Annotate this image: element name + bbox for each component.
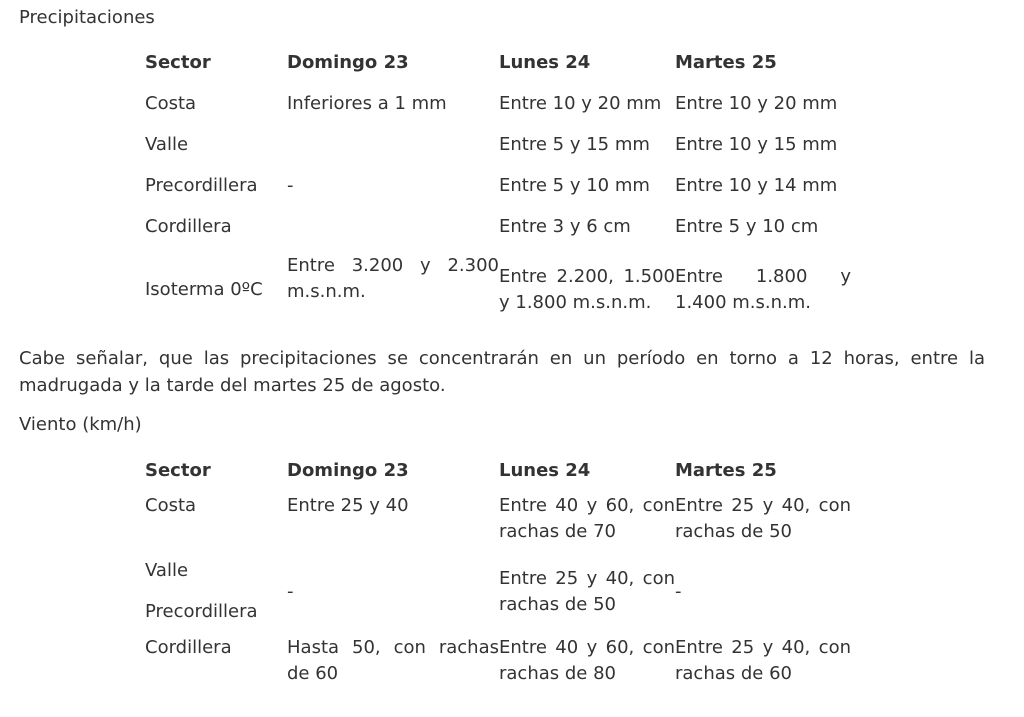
table-cell: Entre 40 y 60, con rachas de 70 — [499, 495, 675, 542]
page-content — [19, 0, 985, 693]
table-cell: Entre 1.800 y 1.400 m.s.n.m. — [675, 266, 851, 313]
table-cell: Entre 10 y 20 mm — [675, 92, 838, 114]
table-cell: Entre 25 y 40, con rachas de 50 — [675, 495, 851, 542]
table-cell: Costa — [145, 495, 197, 516]
column-header: Domingo 23 — [287, 52, 409, 73]
table-cell: - — [287, 581, 294, 602]
table-row — [145, 247, 851, 333]
column-header: Martes 25 — [675, 460, 777, 481]
table-cell: Entre 25 y 40, con rachas de 60 — [675, 637, 851, 684]
table-cell: Cordillera — [145, 637, 232, 658]
viento-heading: Viento (km/h) — [19, 414, 142, 435]
table-header-row — [145, 43, 851, 83]
table-row — [145, 206, 851, 247]
column-header: Sector — [145, 52, 211, 73]
table-cell: Entre 5 y 15 mm — [499, 133, 650, 155]
table-cell: Entre 5 y 10 cm — [675, 215, 819, 237]
table-row — [145, 633, 851, 693]
table-row — [145, 83, 851, 124]
column-header: Sector — [145, 460, 211, 481]
table-cell: Costa — [145, 92, 197, 114]
table-cell: Valle — [145, 560, 189, 581]
table-row — [145, 491, 851, 551]
table-cell: Entre 40 y 60, con rachas de 80 — [499, 637, 675, 684]
table-row — [145, 165, 851, 206]
table-cell: Entre 3 y 6 cm — [499, 215, 631, 237]
table-cell: Precordillera — [145, 601, 258, 622]
table-cell: Hasta 50, con rachas de 60 — [287, 637, 499, 684]
table-cell: Entre 10 y 15 mm — [675, 133, 838, 155]
table-cell: Inferiores a 1 mm — [287, 92, 447, 114]
column-header: Martes 25 — [675, 52, 777, 73]
table-cell: Isoterma 0ºC — [145, 279, 263, 300]
table-cell: Entre 3.200 y 2.300 m.s.n.m. — [287, 255, 499, 302]
table-cell: Entre 5 y 10 mm — [499, 174, 650, 196]
precipitation-note: Cabe señalar, que las precipitaciones se concentrarán en un período en torno a 12 horas, entre la madrugada y la tarde del martes 25 de agosto. — [19, 348, 985, 396]
column-header: Lunes 24 — [499, 460, 591, 481]
table-cell: Precordillera — [145, 174, 258, 196]
table-cell: Entre 2.200, 1.500 y 1.800 m.s.n.m. — [499, 266, 675, 313]
table-cell: Entre 10 y 20 mm — [499, 92, 662, 114]
table-cell: - — [287, 174, 294, 196]
table-header-row — [145, 451, 851, 491]
table-cell: Valle — [145, 133, 189, 155]
column-header: Domingo 23 — [287, 460, 409, 481]
table-row — [145, 551, 851, 591]
precipitaciones-heading: Precipitaciones — [19, 7, 155, 28]
precipitaciones-table — [145, 43, 851, 333]
table-cell: - — [675, 581, 682, 602]
viento-table — [145, 451, 851, 693]
table-cell: Entre 25 y 40, con rachas de 50 — [499, 568, 675, 615]
table-cell: Entre 25 y 40 — [287, 495, 409, 516]
table-cell: Entre 10 y 14 mm — [675, 174, 838, 196]
table-cell — [287, 124, 499, 165]
table-row — [145, 124, 851, 165]
column-header: Lunes 24 — [499, 52, 591, 73]
table-cell — [287, 206, 499, 247]
table-cell: Cordillera — [145, 215, 232, 237]
